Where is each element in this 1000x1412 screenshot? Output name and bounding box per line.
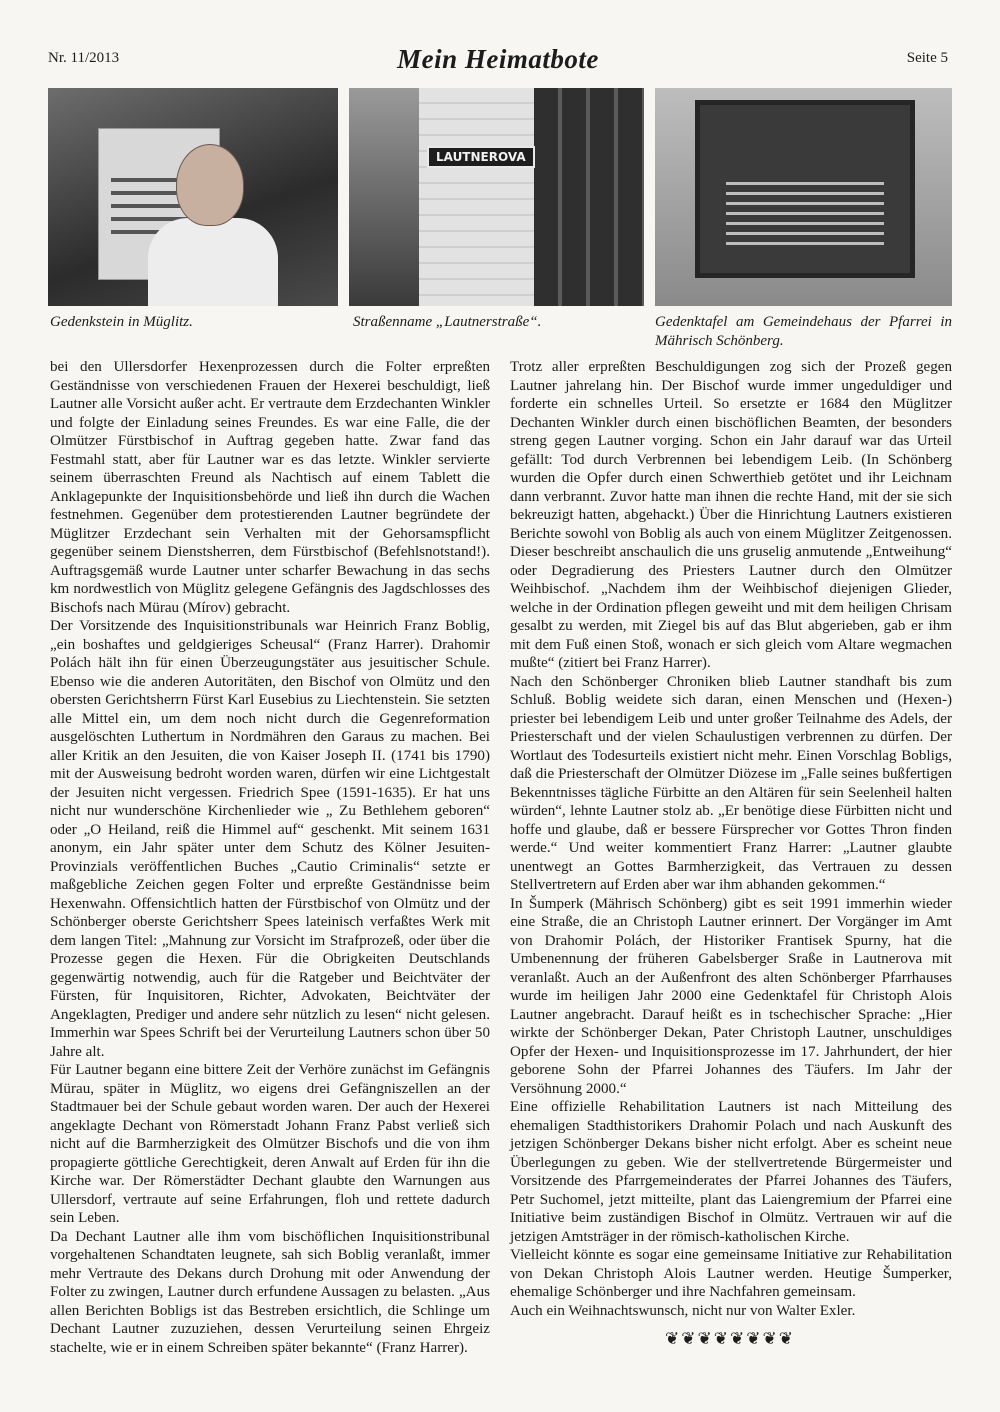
memorial-plaque (695, 100, 915, 278)
article-column-right (510, 358, 952, 1320)
street-sign: LAUTNEROVA (427, 146, 535, 168)
caption-memorial-stone: Gedenkstein in Müglitz. (50, 314, 193, 330)
photo-memorial-stone (48, 88, 338, 306)
boy-head (176, 144, 244, 226)
page-number: Seite 5 (906, 50, 948, 66)
paragraph: In Šumperk (Mährisch Schönberg) gibt es seit 1991 immerhin wieder eine Straße, die an Christoph Lautner erinnert. Der Vorgänger im Amt von Drahomir Polách, der Historiker Frantisek Spurny, hat die Umbenennung der früheren Gabelsberger Sraße in Lautnerova mit veranlaßt. Auch an der Außenfront des alten Schönberger Pfarrhauses wurde im heiligen Jahr 2000 eine Gedenktafel für Christoph Alois Lautner angebracht. Darauf heißt es in tschechischer Sprache: „Hier wirkte der Schönberger Dekan, Pater Christoph Lautner, unschuldiges Opfer der Hexen- und Inquisitionsprozesse im 17. Jahrhundert, der hier geborene Sohn der Pfarrei Johannes des Täufers. Im Jahr der Versöhnung 2000.“ (510, 895, 952, 1097)
building-door (534, 88, 644, 306)
ornament-divider: ❦❦❦❦❦❦❦❦ (665, 1329, 795, 1349)
boy-figure (148, 218, 278, 306)
issue-number: Nr. 11/2013 (48, 50, 120, 66)
page-header (48, 44, 948, 78)
paragraph: Der Vorsitzende des Inquisitionstribunals war Heinrich Franz Boblig, „ein boshaftes und geldgieriges Scheusal“ (Franz Harrer). Drahomir Polách hält ihn für einen Überzeugungstäter aus jesuitischer Schule. Ebenso wie die anderen Autoritäten, den Bischof von Olmütz und den obersten Gerichtsherrn Fürst Karl Eusebius zu Liechtenstein. Sie setzten alle Mittel ein, um dem noch nicht durch die Gegenreformation ausgelöschten Luthertum in Nordmähren den Garaus zu machen. Bei aller Kritik an den Jesuiten, die von Kaiser Joseph II. (1741 bis 1790) mit der Ausweisung bedroht worden waren, dürfen wir eine Lichtgestalt der Jesuiten nicht vergessen. Friedrich Spee (1591-1635). Er hat uns nicht nur wunderschöne Kirchenlieder wie „ Zu Bethlehem geboren“ oder „O Heiland, reiß die Himmel auf“ geschenkt. Mit seinem 1631 anonym, ein Jahr später unter dem Schutz des Kölner Jesuiten-Provinzials veröffentlichen Buches „Cautio Criminalis“ setzte er maßgebliche Zeichen gegen Folter und erpreßte Geständnisse beim Hexenwahn. Offensichtlich hatten der Fürstbischof von Olmütz und der Schönberger oberste Gerichtsherr Spees lateinisch verfaßtes Werk mit dem langen Titel: „Mahnung zur Vorsicht im Strafprozeß, oder über die Prozesse gegen die Hexen. Für die Obrigkeiten Deutschlands gegenwärtig notwendig, auch für die Ratgeber und Beichtväter der Fürsten, für Inquisitoren, Richter, Advokaten, Beichtväter der Angeklagten, Prediger und andere sehr nützlich zu lesen“ nicht gelesen. Immerhin war Spees Schrift bei der Verurteilung Lautners schon über 50 Jahre alt. (50, 618, 490, 1060)
masthead: Mein Heimatbote (397, 44, 599, 74)
caption-plaque: Gedenktafel am Gemeindehaus der Pfarrei in Mährisch Schönberg. (655, 314, 952, 349)
paragraph: Trotz aller erpreßten Beschuldigungen zog sich der Prozeß gegen Lautner jahrelang hin. Der Bischof wurde immer ungeduldiger und forderte ein schnelles Urteil. So ersetzte er 1684 den Müglitzer Dechanten Winkler durch einen bischöflichen Beamten, der besonders streng gegen Lautner vorging. Schon ein Jahr darauf war das Urteil gefällt: Tod durch Verbrennen bei lebendigem Leib. (In Schönberg wurden die Opfer durch einen Schwerthieb getötet und ihr Leichnam dann verbrannt. Zuvor hatte man ihnen die rechte Hand, mit der sie sich bekreuzigt hatten, abgehackt.) Über die Hinrichtung Lautners existieren Berichte sowohl von Boblig als auch von einem Müglitzer Zeitgenossen. Dieser beschreibt anschaulich die uns gruselig anmutende „Entweihung“ oder Degradierung des Priesters Lautner durch den Olmützer Weihbischof. „Nachdem ihm der Weihbischof diejenigen Glieder, welche in der Ordination pflegen geweiht und mit dem heiligen Chrisam gesalbt zu werden, mit Ziegel bis auf das Blut abgerieben, gab er ihm mit dem Fuß einen Stoß, wonach er sich gleich vom Altare wegmachen mußte“ (zitiert bei Franz Harrer). (510, 359, 952, 671)
paragraph: Da Dechant Lautner alle ihm vom bischöflichen Inquisitionstribunal vorgehaltenen Schandtaten leugnete, sah sich Boblig veranlaßt, immer mehr Vertraute des Dekans durch Drohung mit oder Anwendung der Folter zu zwingen, Lautner durch erfundene Aussagen zu belasten. „Aus allen Berichten Bobligs ist das Bestreben ersichtlich, die Schlinge um Dechant Lautner zuzuziehen, dessen Verurteilung seinen Ehrgeiz stachelte, wie er in einem Schreiben später bekannte“ (Franz Harrer). (50, 1228, 490, 1356)
paragraph: Eine offizielle Rehabilitation Lautners ist nach Mitteilung des ehemaligen Stadthistorikers Drahomir Polach und nach Auskunft des jetzigen Schönberger Dekans bisher nicht erfolgt. Aber es scheint neue Überlegungen zu geben. Wie der stellvertretende Bürgermeister und Vorsitzende des Pfarrgemeinderates der Pfarrei Johannes des Täufers, Petr Suchomel, jetzt mitteilte, plant das Laiengremium der Pfarrei eine Initiative beim zuständigen Bischof in Olmütz. Vertrauen wir auf die jetzigen Amtsträger in der römisch-katholischen Kirche. (510, 1099, 952, 1245)
paragraph: Nach den Schönberger Chroniken blieb Lautner standhaft bis zum Schluß. Boblig weidete sich daran, einen Menschen und (Hexen-) priester bei lebendigem Leib und unter großer Teilnahme des Adels, der Priesterschaft und der vielen Schaulustigen verbrennen zu dürfen. Der Wortlaut des Todesurteils existiert nicht mehr. Einen Vorschlag Bobligs, daß die Priesterschaft der Olmützer Diözese im „Falle seines bußfertigen Bekenntnisses tägliche Fürbitte an den Altären für sein Seelenheil halten würden“, lehnte Lautner stolz ab. „Er benötige diese Fürbitten nicht und hoffe und glaube, daß er bessere Fürsprecher vor Gottes Thron finden werde.“ Und weiter kommentiert Franz Harrer: „Lautner glaubte unentwegt an Gottes Barmherzigkeit, das Vertrauen zu dessen Stellvertretern auf Erden aber war ihm abhanden gekommen.“ (510, 673, 952, 893)
photo-street-sign (349, 88, 644, 306)
article-column-left (50, 358, 490, 1357)
caption-street-sign: Straßenname „Lautnerstraße“. (353, 314, 542, 330)
paragraph: Vielleicht könnte es sogar eine gemeinsame Initiative zur Rehabilitation von Dekan Christoph Alois Lautner werden. Heutige Šumperker, ehemalige Schönberger und ihre Nachfahren gemeinsam. (510, 1247, 952, 1300)
signature-line: Auch ein Weihnachtswunsch, nicht nur von Walter Exler. (510, 1302, 856, 1319)
paragraph: Für Lautner begann eine bittere Zeit der Verhöre zunächst im Gefängnis Mürau, später in Müglitz, wo eigens drei Gefängniszellen an der Stadtmauer bei der Schule gebaut worden waren. Der auch der Hexerei angeklagte Dechant von Römerstadt Johann Franz Pabst verließ sich nicht auf die Barmherzigkeit des Olmützer Bischofs und die von ihm propagierte göttliche Gerechtigkeit, deren Anwalt auf Erden für ihn die Kirche war. Der Römerstädter Dechant glaubte den Warnungen aus Ullersdorf, vertraute auf seine Erfahrungen, floh und rettete dadurch sein Leben. (50, 1062, 490, 1226)
paragraph: bei den Ullersdorfer Hexenprozessen durch die Folter erpreßten Geständnisse von verschiedenen Frauen der Hexerei beschuldigt, ließ Lautner alle Vorsicht außer acht. Er vertraute dem Erzdechanten Winkler und folgte der Einladung seines Freundes. Es war eine Falle, die der Olmützer Fürstbischof in Auftrag gegeben hatte. Zwar fand das Festmahl statt, aber für Lautner war es das letzte. Winkler servierte seinem überraschten Freund als Nachtisch auf einem Tablett die Anklagepunkte der Inquisitionsbehörde und ließ ihn durch die Wachen festnehmen. Gegenüber dem protestierenden Lautner begründete der Müglitzer Erzdechant sein Verhalten mit der Gehorsamspflicht gegenüber seinem Dienstsherren, dem Fürstbischof (Befehlsnotstand!). Auftragsgemäß wurde Lautner unter scharfer Bewachung in das sechs km nordwestlich von Müglitz gelegene Gefängnis des Jagdschlosses des Bischofs nach Mürau (Mírov) gebracht. (50, 359, 490, 616)
photo-memorial-plaque (655, 88, 952, 306)
